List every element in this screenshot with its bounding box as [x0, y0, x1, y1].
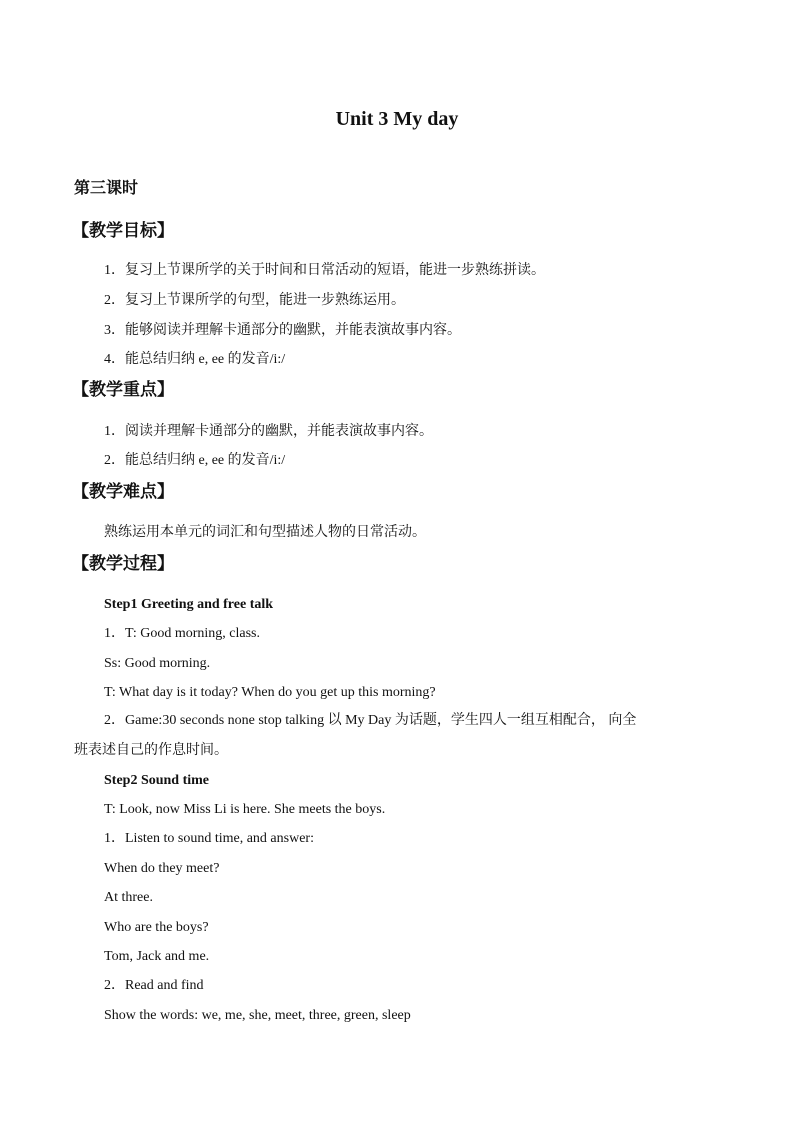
lesson-label: 第三课时 [74, 180, 139, 197]
objective-item: 3．能够阅读并理解卡通部分的幽默，并能表演故事内容。 [104, 323, 461, 338]
key-points-heading: 【教学重点】 [72, 380, 174, 399]
step1-line: 2．Game:30 seconds none stop talking 以 My Day 为话题，学生四人一组互相配合， 向全 [104, 713, 637, 728]
objective-item: 2．复习上节课所学的句型，能进一步熟练运用。 [104, 293, 405, 308]
key-point-item: 1．阅读并理解卡通部分的幽默，并能表演故事内容。 [104, 424, 433, 439]
process-heading: 【教学过程】 [72, 554, 174, 573]
step1-title: Step1 Greeting and free talk [104, 597, 274, 612]
step2-line: 2．Read and find [104, 978, 204, 993]
step1-line: T: What day is it today? When do you get up this morning? [104, 685, 436, 700]
step2-line: T: Look, now Miss Li is here. She meets the boys. [104, 802, 386, 817]
key-point-item: 2．能总结归纳 e, ee 的发音/i:/ [104, 453, 286, 468]
difficulties-heading: 【教学难点】 [72, 482, 174, 501]
objective-item: 1．复习上节课所学的关于时间和日常活动的短语，能进一步熟练拼读。 [104, 263, 545, 278]
step2-title: Step2 Sound time [104, 773, 210, 788]
step2-line: When do they meet? [104, 861, 220, 876]
step2-line: Tom, Jack and me. [104, 949, 210, 964]
step1-line: Ss: Good morning. [104, 656, 211, 671]
step2-line: Show the words: we, me, she, meet, three, green, sleep [104, 1008, 411, 1023]
step1-line: 1．T: Good morning, class. [104, 626, 261, 641]
document-title: Unit 3 My day [335, 108, 459, 130]
step2-line: Who are the boys? [104, 920, 209, 935]
step1-line: 班表述自己的作息时间。 [74, 743, 228, 758]
difficulties-text: 熟练运用本单元的词汇和句型描述人物的日常活动。 [104, 525, 426, 540]
objectives-heading: 【教学目标】 [72, 221, 174, 240]
step2-line: 1．Listen to sound time, and answer: [104, 831, 314, 846]
objective-item: 4．能总结归纳 e, ee 的发音/i:/ [104, 352, 286, 367]
step2-line: At three. [104, 890, 153, 905]
